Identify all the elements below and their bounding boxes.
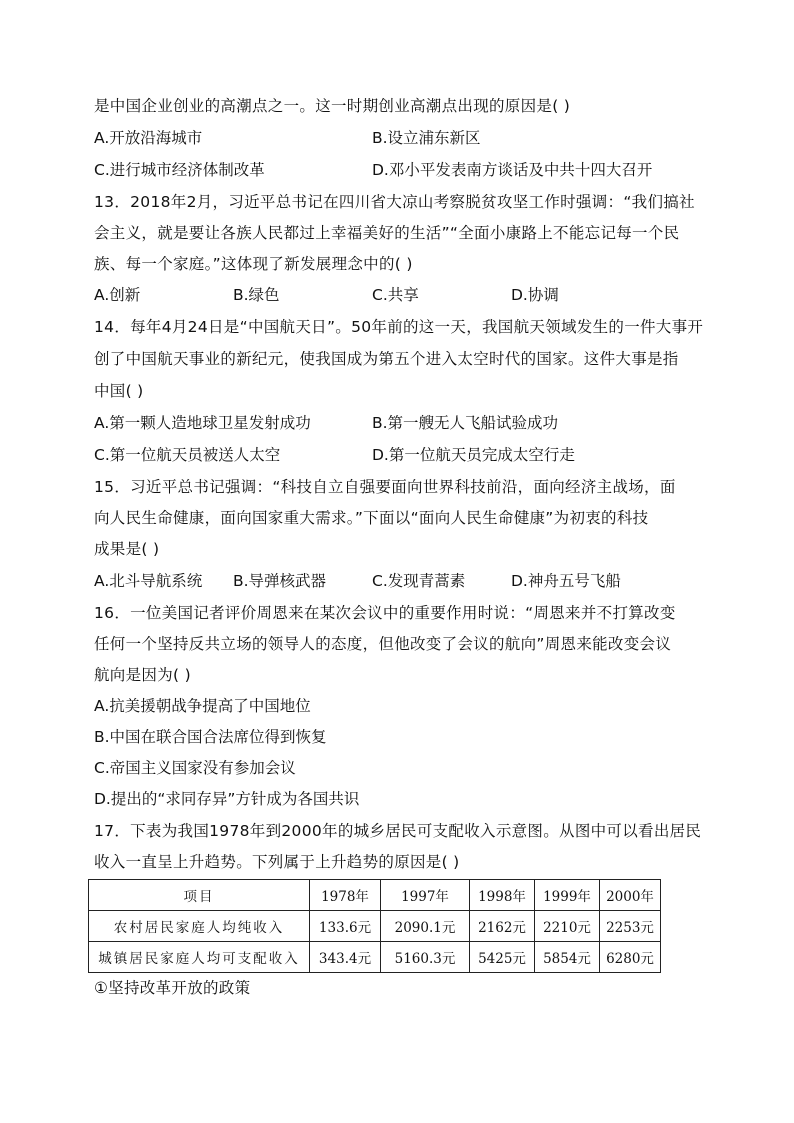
table-header-cell: 1978年: [310, 880, 381, 911]
table-cell: 2162元: [470, 911, 535, 942]
q16-option-b: B.中国在联合国合法席位得到恢复: [94, 728, 327, 746]
q15-option-a: A.北斗导航系统: [94, 572, 203, 590]
table-cell: 5160.3元: [381, 942, 470, 973]
table-cell: 2090.1元: [381, 911, 470, 942]
q15-stem-line2: 向人民生命健康，面向国家重大需求。”下面以“面向人民生命健康”为初衷的科技: [94, 509, 649, 527]
table-header-cell: 2000年: [600, 880, 661, 911]
table-cell: 343.4元: [310, 942, 381, 973]
q16-stem-line1: 16．一位美国记者评价周恩来在某次会议中的重要作用时说：“周恩来并不打算改变: [94, 604, 676, 622]
q16-stem-line3: 航向是因为( ): [94, 666, 191, 684]
q13-option-a: A.创新: [94, 286, 141, 304]
q17-stem-line2: 收入一直呈上升趋势。下列属于上升趋势的原因是( ): [94, 853, 460, 871]
table-cell: 133.6元: [310, 911, 381, 942]
table-header-cell: 项目: [89, 880, 310, 911]
q14-stem-line1: 14．每年4月24日是“中国航天日”。50年前的这一天，我国航天领域发生的一件大事开: [94, 318, 704, 336]
q13-option-b: B.绿色: [233, 286, 280, 304]
table-cell: 2253元: [600, 911, 661, 942]
q15-option-d: D.神舟五号飞船: [511, 572, 621, 590]
q14-stem-line2: 创了中国航天事业的新纪元，使我国成为第五个进入太空时代的国家。这件大事是指: [94, 350, 679, 368]
q12-option-c: C.进行城市经济体制改革: [94, 161, 265, 179]
q12-stem: 是中国企业创业的高潮点之一。这一时期创业高潮点出现的原因是( ): [94, 97, 571, 115]
q16-stem-line2: 任何一个坚持反共立场的领导人的态度，但他改变了会议的航向”周恩来能改变会议: [94, 635, 672, 653]
table-row: [89, 942, 661, 973]
income-table: [88, 879, 661, 973]
q14-stem-line3: 中国( ): [94, 382, 144, 400]
table-cell: 5854元: [535, 942, 600, 973]
q15-stem-line1: 15．习近平总书记强调：“科技自立自强要面向世界科技前沿，面向经济主战场，面: [94, 478, 676, 496]
q17-item-1: ①坚持改革开放的政策: [94, 979, 251, 997]
q15-option-c: C.发现青蒿素: [372, 572, 466, 590]
q13-option-c: C.共享: [372, 286, 419, 304]
q12-option-a: A.开放沿海城市: [94, 129, 203, 147]
table-header-row: [89, 880, 661, 911]
q12-option-d: D.邓小平发表南方谈话及中共十四大召开: [372, 161, 653, 179]
q14-option-a: A.第一颗人造地球卫星发射成功: [94, 414, 311, 432]
q13-stem-line2: 会主义，就是要让各族人民都过上幸福美好的生活”“全面小康路上不能忘记每一个民: [94, 224, 680, 242]
table-cell: 6280元: [600, 942, 661, 973]
table-cell: 2210元: [535, 911, 600, 942]
q15-stem-line3: 成果是( ): [94, 540, 160, 558]
table-cell: 农村居民家庭人均纯收入: [89, 911, 310, 942]
q17-stem-line1: 17．下表为我国1978年到2000年的城乡居民可支配收入示意图。从图中可以看出居民: [94, 822, 702, 840]
table-header-cell: 1997年: [381, 880, 470, 911]
q12-option-b: B.设立浦东新区: [372, 129, 481, 147]
q16-option-d: D.提出的“求同存异”方针成为各国共识: [94, 790, 360, 808]
q14-option-d: D.第一位航天员完成太空行走: [372, 446, 575, 464]
q15-option-b: B.导弹核武器: [233, 572, 327, 590]
q14-option-c: C.第一位航天员被送人太空: [94, 446, 281, 464]
q14-option-b: B.第一艘无人飞船试验成功: [372, 414, 559, 432]
q13-stem-line3: 族、每一个家庭。”这体现了新发展理念中的( ): [94, 255, 413, 273]
table-cell: 5425元: [470, 942, 535, 973]
q16-option-a: A.抗美援朝战争提高了中国地位: [94, 697, 311, 715]
q13-option-d: D.协调: [511, 286, 559, 304]
table-row: [89, 911, 661, 942]
table-header-cell: 1999年: [535, 880, 600, 911]
table-header-cell: 1998年: [470, 880, 535, 911]
q13-stem-line1: 13．2018年2月，习近平总书记在四川省大凉山考察脱贫攻坚工作时强调：“我们搞社: [94, 193, 695, 211]
q16-option-c: C.帝国主义国家没有参加会议: [94, 759, 296, 777]
table-cell: 城镇居民家庭人均可支配收入: [89, 942, 310, 973]
